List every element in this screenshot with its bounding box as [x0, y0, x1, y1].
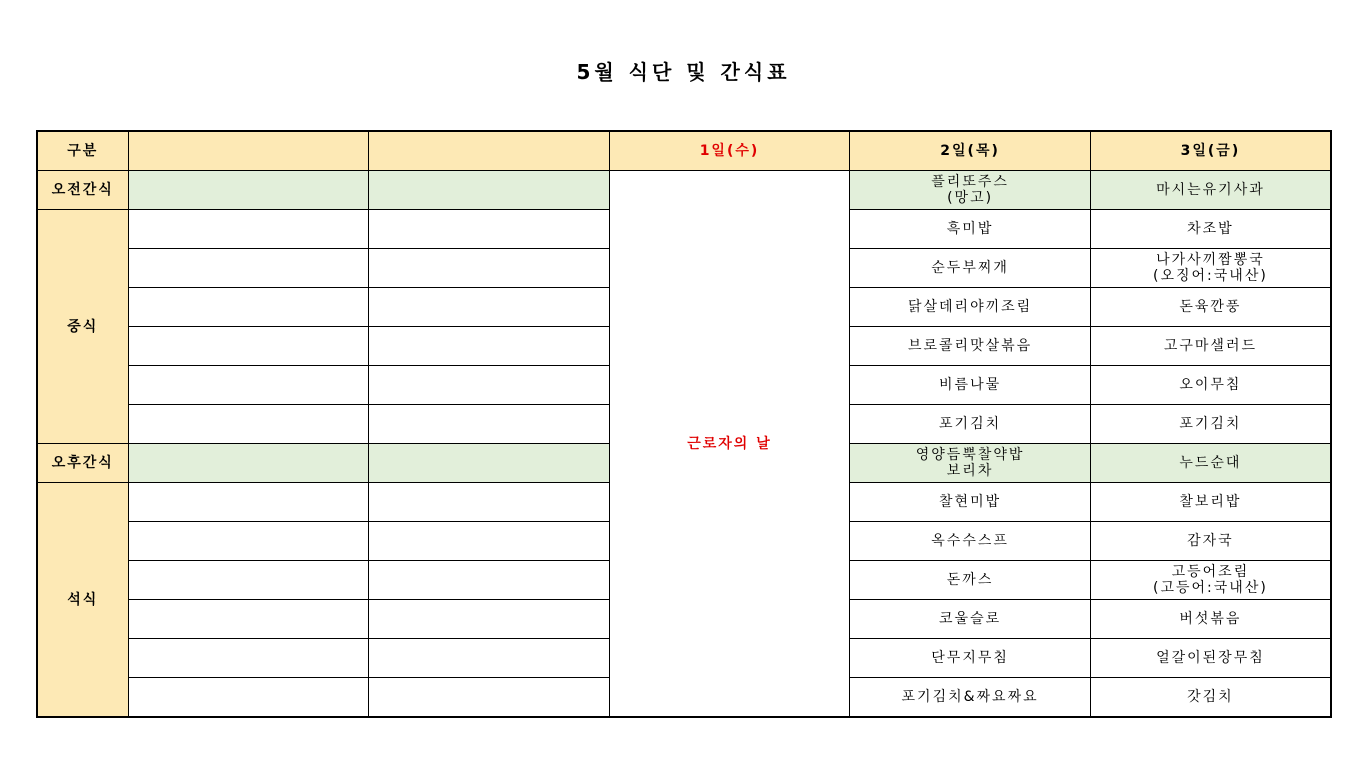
- day3-lunch-item: 오이무침: [1090, 366, 1331, 405]
- empty-cell: [128, 288, 369, 327]
- empty-cell: [369, 249, 610, 288]
- day3-morning-snack: 마시는유기사과: [1090, 171, 1331, 210]
- menu-item-note: (망고): [947, 190, 994, 206]
- page-title: 5월 식단 및 간식표: [576, 60, 791, 84]
- day2-lunch-item: 닭살데리야끼조림: [850, 288, 1091, 327]
- empty-cell: [128, 210, 369, 249]
- empty-cell: [369, 483, 610, 522]
- day3-lunch-item: 포기김치: [1090, 405, 1331, 444]
- day3-lunch-item: 차조밥: [1090, 210, 1331, 249]
- day3-dinner-item: [1090, 561, 1331, 600]
- menu-item: 보리차: [946, 463, 994, 479]
- empty-cell: [128, 327, 369, 366]
- empty-cell: [128, 600, 369, 639]
- empty-cell: [369, 366, 610, 405]
- empty-cell: [369, 600, 610, 639]
- day3-lunch-item: 고구마샐러드: [1090, 327, 1331, 366]
- empty-cell: [369, 405, 610, 444]
- header-day2: 2일(목): [850, 131, 1091, 171]
- day3-dinner-item: 감자국: [1090, 522, 1331, 561]
- day2-dinner-item: 단무지무침: [850, 639, 1091, 678]
- day2-lunch-item: 포기김치: [850, 405, 1091, 444]
- day3-lunch-item: [1090, 249, 1331, 288]
- empty-cell: [128, 483, 369, 522]
- empty-cell: [128, 639, 369, 678]
- day2-dinner-item: 코울슬로: [850, 600, 1091, 639]
- empty-cell: [128, 678, 369, 718]
- empty-cell: [369, 288, 610, 327]
- empty-cell: [369, 561, 610, 600]
- label-dinner: 석식: [37, 483, 128, 718]
- day3-dinner-item: 버섯볶음: [1090, 600, 1331, 639]
- day2-dinner-item: 옥수수스프: [850, 522, 1091, 561]
- empty-cell: [128, 522, 369, 561]
- empty-cell: [128, 249, 369, 288]
- menu-table: [36, 130, 1332, 718]
- menu-item: 고등어조림: [1171, 564, 1250, 580]
- header-col2: [369, 131, 610, 171]
- empty-cell: [128, 171, 369, 210]
- empty-cell: [369, 678, 610, 718]
- empty-cell: [369, 171, 610, 210]
- day2-morning-snack: [850, 171, 1091, 210]
- day2-lunch-item: 비름나물: [850, 366, 1091, 405]
- day2-afternoon-snack: [850, 444, 1091, 483]
- empty-cell: [369, 522, 610, 561]
- header-row: [37, 131, 1331, 171]
- day2-dinner-item: 포기김치&짜요짜요: [850, 678, 1091, 718]
- menu-item: 플리또주스: [931, 174, 1009, 190]
- empty-cell: [369, 210, 610, 249]
- day2-lunch-item: 흑미밥: [850, 210, 1091, 249]
- empty-cell: [128, 405, 369, 444]
- label-morning-snack: 오전간식: [37, 171, 128, 210]
- day3-dinner-item: 얼갈이된장무침: [1090, 639, 1331, 678]
- day3-lunch-item: 돈육깐풍: [1090, 288, 1331, 327]
- empty-cell: [128, 561, 369, 600]
- label-lunch: 중식: [37, 210, 128, 444]
- empty-cell: [128, 444, 369, 483]
- header-category: 구분: [37, 131, 128, 171]
- day3-dinner-item: 찰보리밥: [1090, 483, 1331, 522]
- menu-item: 영양듬뿍찰약밥: [915, 447, 1025, 463]
- empty-cell: [128, 366, 369, 405]
- menu-item: 나가사끼짬뽕국: [1156, 252, 1265, 268]
- day2-dinner-item: 돈까스: [850, 561, 1091, 600]
- empty-cell: [369, 639, 610, 678]
- holiday-cell: 근로자의 날: [609, 171, 850, 718]
- day3-dinner-item: 갓김치: [1090, 678, 1331, 718]
- day2-lunch-item: 브로콜리맛살볶음: [850, 327, 1091, 366]
- header-day3: 3일(금): [1090, 131, 1331, 171]
- day2-lunch-item: 순두부찌개: [850, 249, 1091, 288]
- table-row: [37, 171, 1331, 210]
- day3-afternoon-snack: 누드순대: [1090, 444, 1331, 483]
- empty-cell: [369, 444, 610, 483]
- menu-item-note: (고등어:국내산): [1153, 580, 1268, 596]
- empty-cell: [369, 327, 610, 366]
- day2-dinner-item: 찰현미밥: [850, 483, 1091, 522]
- menu-item-note: (오징어:국내산): [1153, 268, 1268, 284]
- header-day1: 1일(수): [609, 131, 850, 171]
- label-afternoon-snack: 오후간식: [37, 444, 128, 483]
- header-col1: [128, 131, 369, 171]
